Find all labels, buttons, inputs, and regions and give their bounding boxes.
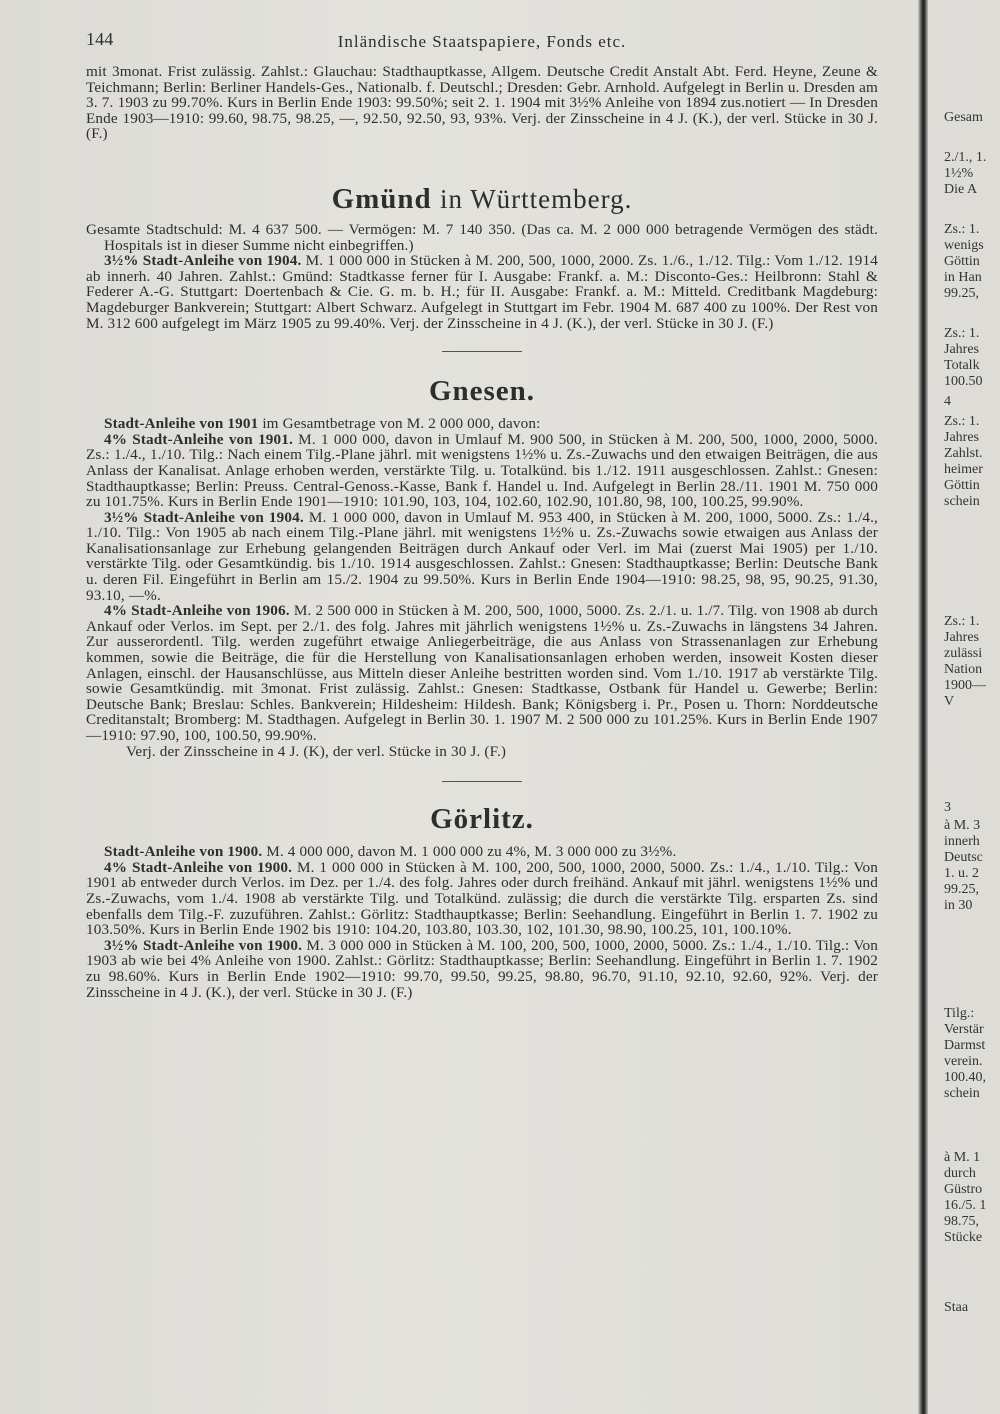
facing-page-fragment: innerh bbox=[944, 834, 980, 849]
gnesen-loan-1904-title: 3½% Stadt-Anleihe von 1904. bbox=[104, 508, 304, 526]
section-title-gmuend bbox=[86, 184, 878, 214]
facing-page-fragment: heimer bbox=[944, 462, 983, 477]
facing-page-margin bbox=[944, 0, 1000, 1414]
goerlitz-loan-3half bbox=[86, 938, 878, 1000]
gnesen-loan-1904-text: M. 1 000 000, davon in Umlauf M. 953 400, in Stücken à M. 200, 1000, 5000. Zs.: 1./4., 1./10. Tilg.: Von 1905 ab nach einem Tilg.-Plane jährl. mit wenigstens 1½% u. Zs.-Zuwachs sowie etwaigen aus Anlass der Kanalisationsanlage zur Erhebung gelangenden Beiträgen durch Ankauf oder Verl. im Mai (zuerst Mai 1905) per 1./10. verstärkte Tilg. oder Gesamtkündig. bis 1./10. 1914 ausgeschlossen. Zahlst.: Gnesen: Stadthauptkasse; Berlin: Deutsche Bank u. deren Fil. Eingeführt in Berlin am 15./2. 1904 zu 99.50%. Kurs in Berlin Ende 1904—1910: 98.25, 98, 95, 90.25, 91.30, 93.10, —%. bbox=[86, 508, 878, 604]
gnesen-overview bbox=[86, 416, 878, 432]
facing-page-fragment: à M. 3 bbox=[944, 818, 981, 833]
facing-page-fragment: 1½% bbox=[944, 166, 974, 181]
goerlitz-title: Görlitz. bbox=[430, 803, 534, 836]
gmuend-debt-paragraph: Gesamte Stadtschuld: M. 4 637 500. — Vermögen: M. 7 140 350. (Das ca. M. 2 000 000 betragende Vermögen des städt. Hospitals ist in dieser Summe nicht einbegriffen.) bbox=[86, 220, 878, 254]
goerlitz-overview bbox=[86, 844, 878, 860]
facing-page-fragment: Totalk bbox=[944, 358, 980, 373]
facing-page-fragment: Jahres bbox=[944, 342, 979, 357]
main-column bbox=[86, 22, 878, 1000]
gnesen-loan-1901-title: 4% Stadt-Anleihe von 1901. bbox=[104, 430, 293, 448]
facing-page-fragment: Güstro bbox=[944, 1182, 983, 1197]
facing-page-fragment: Verstär bbox=[944, 1022, 984, 1037]
facing-page-fragment: 98.75, bbox=[944, 1214, 979, 1229]
facing-page-fragment: Zs.: 1. bbox=[944, 614, 980, 629]
facing-page-fragment: 1900— bbox=[944, 678, 986, 693]
facing-page-fragment: Zs.: 1. bbox=[944, 326, 980, 341]
facing-page-fragment: Zahlst. bbox=[944, 446, 983, 461]
facing-page-fragment: Göttin bbox=[944, 478, 980, 493]
facing-page-fragment: Zs.: 1. bbox=[944, 222, 980, 237]
goerlitz-overview-text: M. 4 000 000, davon M. 1 000 000 zu 4%, M. 3 000 000 zu 3½%. bbox=[266, 843, 677, 861]
facing-page-fragment: Staa bbox=[944, 1300, 969, 1315]
facing-page-fragment: schein bbox=[944, 494, 980, 509]
facing-page-fragment: wenigs bbox=[944, 238, 984, 253]
facing-page-fragment: 3 bbox=[944, 800, 951, 815]
goerlitz-loan-3half-text: M. 3 000 000 in Stücken à M. 100, 200, 500, 1000, 2000, 5000. Zs.: 1./4., 1./10. Tilg.: Von 1903 ab wie bei 4% Anleihe von 1900. Zahlst.: Görlitz: Stadthauptkasse; Berlin: Seehandlung. Eingeführt in Berlin 1. 7. 1902 zu 98.60%. Kurs in Berlin Ende 1902—1910: 99.70, 99.50, 99.25, 98.80, 96.70, 91.10, 92.10, 92.60, 92%. Verj. der Zinsscheine in 4 J. (K.), der verl. Stücke in 30 J. (F.) bbox=[86, 936, 878, 1001]
gmuend-subtitle: in Württemberg. bbox=[439, 183, 633, 214]
gnesen-loan-1901-text: M. 1 000 000, davon in Umlauf M. 900 500, in Stücken à M. 200, 500, 1000, 2000, 5000. Zs.: 1./4., 1./10. Tilg.: Nach einem Tilg.-Plane jährl. mit wenigstens 1½% u. Zs.-Zuwachs und den etwaigen Beiträgen, die aus Anlass der Kanalisat. Anlage erhoben werden, verstärkte Tilg. u. Totalkünd. bis 1./12. 1911 ausgeschlossen. Zahlst.: Gnesen: Stadthauptkasse; Berlin: Preuss. Central-Genoss.-Kasse, Bank f. Handel u. Ind. Aufgelegt in Berlin 28./11. 1901 M. 750 000 zu 101.75%. Kurs in Berlin Ende 1901—1910: 101.90, 103, 104, 102.60, 102.90, 101.80, 98, 100, 100.25, 99.90%. bbox=[86, 430, 878, 511]
facing-page-fragment: Jahres bbox=[944, 630, 979, 645]
gmuend-loan-title: 3½% Stadt-Anleihe von 1904. bbox=[104, 252, 302, 270]
facing-page-fragment: durch bbox=[944, 1166, 976, 1181]
facing-page-fragment: Nation bbox=[944, 662, 983, 677]
gnesen-loan-1906 bbox=[86, 603, 878, 743]
goerlitz-loan-4pct-text: M. 1 000 000 in Stücken à M. 100, 200, 500, 1000, 2000, 5000. Zs.: 1./4., 1./10. Tilg.: Von 1901 ab entweder durch Verlos. im Dez. per 1./4. des folg. Jahres oder durch freihänd. Ankauf mit jährl. wenigstens 1½% und Zs.-Zuwachs, vom 1./4. 1908 ab verstärkte Tilg. und Totalkünd. zulässig; die durch die verstärkte Tilg. ersparten Zs. sind ebenfalls dem Tilg.-F. zuzuführen. Zahlst.: Görlitz: Stadthauptkasse; Berlin: Seehandlung. Eingeführt in Berlin 1. 7. 1902 zu 103.50%. Kurs in Berlin Ende 1902 bis 1910: 104.20, 103.80, 103.30, 102, 101.30, 98.90, 100.25, 101, 100.10%. bbox=[86, 858, 878, 939]
gnesen-loan-1906-text: M. 2 500 000 in Stücken à M. 200, 500, 1000, 5000. Zs. 2./1. u. 1./7. Tilg. von 1908 ab durch Ankauf oder Verlos. im Sept. per 2./1. des folg. Jahres mit jährlich wenigstens 1½% u. Zs.-Zuwachs in längstens 34 Jahren. Zur ausserordentl. Tilg. werden zugeführt etwaige Anliegerbeiträge, die aus Anlass von Strassenanlagen zur Erhebung kommen, sowie die Beiträge, die für die Herstellung von Kanalisationsanlagen erhoben werden, insoweit Kosten dieser Anlagen, einschl. der Hausanschlüsse, aus Mitteln dieser Anleihe bestritten worden sind. Vom 1./10. 1917 ab verstärkte Tilg. sowie Gesamtkündig. mit 3monat. Frist zulässig. Zahlst.: Gnesen: Stadtkasse, Ostbank für Handel u. Gewerbe; Berlin: Deutsche Bank; Breslau: Schles. Bankverein; Hildesheim: Hildesh. Bank; Königsberg i. Pr., Posen u. Thorn: Norddeutsche Creditanstalt; Bromberg: M. Stadthagen. Aufgelegt in Berlin 30. 1. 1907 M. 2 500 000 zu 101.25%. Kurs in Berlin Ende 1907—1910: 97.90, 100, 100.50, 99.90%. bbox=[86, 602, 879, 744]
facing-page-fragment: Deutsc bbox=[944, 850, 983, 865]
gmuend-loan-text: M. 1 000 000 in Stücken à M. 200, 500, 1000, 2000. Zs. 1./6., 1./12. Tilg.: Vom 1./12. 1914 ab innerh. 40 Jahren. Zahlst.: Gmünd: Stadtkasse ferner für I. Ausgabe: Frankf. a. M.: Disconto-Ges.: Heilbronn: Stahl & Federer A.-G. Stuttgart: Doertenbach & Cie. G. m. b. H.; für II. Ausgabe: Frankf. a. M.: Mitteld. Creditbank Magdeburg: Magdeburger Bankverein; Stuttgart: Albert Schwarz. Aufgelegt in Stuttgart im Febr. 1904 M. 687 400 zu 100%. Der Rest von M. 312 600 aufgelegt im März 1905 zu 99.40%. Verj. der Zinsscheine in 4 J. (K.), der verl. Stücke in 30 J. (F.) bbox=[86, 252, 878, 332]
goerlitz-overview-title: Stadt-Anleihe von 1900. bbox=[104, 843, 263, 861]
facing-page-fragment: 16./5. 1 bbox=[944, 1198, 987, 1213]
facing-page-fragment: V bbox=[944, 694, 955, 709]
running-title: Inländische Staatspapiere, Fonds etc. bbox=[337, 32, 627, 51]
goerlitz-loan-4pct bbox=[86, 860, 878, 938]
facing-page-fragment: à M. 1 bbox=[944, 1150, 981, 1165]
facing-page-fragment: Jahres bbox=[944, 430, 979, 445]
gnesen-loan-1901 bbox=[86, 432, 878, 510]
facing-page-fragment: Darmst bbox=[944, 1038, 986, 1053]
gmuend-loan-paragraph bbox=[86, 253, 878, 331]
facing-page-fragment: 2./1., 1. bbox=[944, 150, 987, 165]
gnesen-loan-1904 bbox=[86, 510, 878, 604]
running-header bbox=[86, 22, 878, 56]
gnesen-loan-1906-title: 4% Stadt-Anleihe von 1906. bbox=[104, 602, 290, 620]
facing-page-fragment: verein. bbox=[944, 1054, 983, 1069]
gnesen-overview-text: im Gesamtbetrage von M. 2 000 000, davon: bbox=[262, 415, 541, 433]
facing-page-fragment: Tilg.: bbox=[944, 1006, 975, 1021]
facing-page-fragment: 100.50 bbox=[944, 374, 983, 389]
facing-page-fragment: Göttin bbox=[944, 254, 980, 269]
gmuend-title: Gmünd bbox=[331, 182, 432, 215]
facing-page-fragment: Die A bbox=[944, 182, 978, 197]
facing-page-fragment: zulässi bbox=[944, 646, 983, 661]
facing-page-fragment: 99.25, bbox=[944, 286, 979, 301]
facing-page-fragment: in Han bbox=[944, 270, 982, 285]
intro-paragraph: mit 3monat. Frist zulässig. Zahlst.: Glauchau: Stadthauptkasse, Allgem. Deutsche Credit Anstalt Abt. Ferd. Heyne, Zeune & Teichmann; Berlin: Berliner Handels-Ges., Nationalb. f. Deutschl.; Dresden: Gebr. Arnhold. Aufgelegt in Berlin u. Dresden am 3. 7. 1903 zu 99.70%. Kurs in Berlin Ende 1903: 99.50%; seit 2. 1. 1904 mit 3½% Anleihe von 1894 zus.notiert — In Dresden Ende 1903—1910: 99.60, 98.75, 98.25, —, 92.50, 92.50, 93, 93%. Verj. der Zinsscheine in 4 J. (K.), der verl. Stücke in 30 J. (F.) bbox=[86, 63, 878, 143]
goerlitz-loan-4pct-title: 4% Stadt-Anleihe von 1900. bbox=[104, 858, 293, 876]
facing-page-fragment: 100.40, bbox=[944, 1070, 986, 1085]
facing-page-fragment: Zs.: 1. bbox=[944, 414, 980, 429]
gnesen-closing: Verj. der Zinsscheine in 4 J. (K), der verl. Stücke in 30 J. (F.) bbox=[126, 742, 507, 760]
page-number: 144 bbox=[86, 29, 114, 49]
book-gutter-fold bbox=[918, 0, 928, 1414]
facing-page-fragment: Stücke bbox=[944, 1230, 983, 1245]
facing-page-fragment: 1. u. 2 bbox=[944, 866, 979, 881]
facing-page-fragment: 4 bbox=[944, 394, 951, 409]
goerlitz-loan-3half-title: 3½% Stadt-Anleihe von 1900. bbox=[104, 936, 303, 954]
gnesen-overview-title: Stadt-Anleihe von 1901 bbox=[104, 415, 259, 433]
facing-page-fragment: schein bbox=[944, 1086, 980, 1101]
facing-page-fragment: Gesam bbox=[944, 110, 983, 125]
facing-page-fragment: in 30 bbox=[944, 898, 973, 913]
gnesen-title: Gnesen. bbox=[428, 375, 536, 408]
facing-page-fragment: 99.25, bbox=[944, 882, 979, 897]
